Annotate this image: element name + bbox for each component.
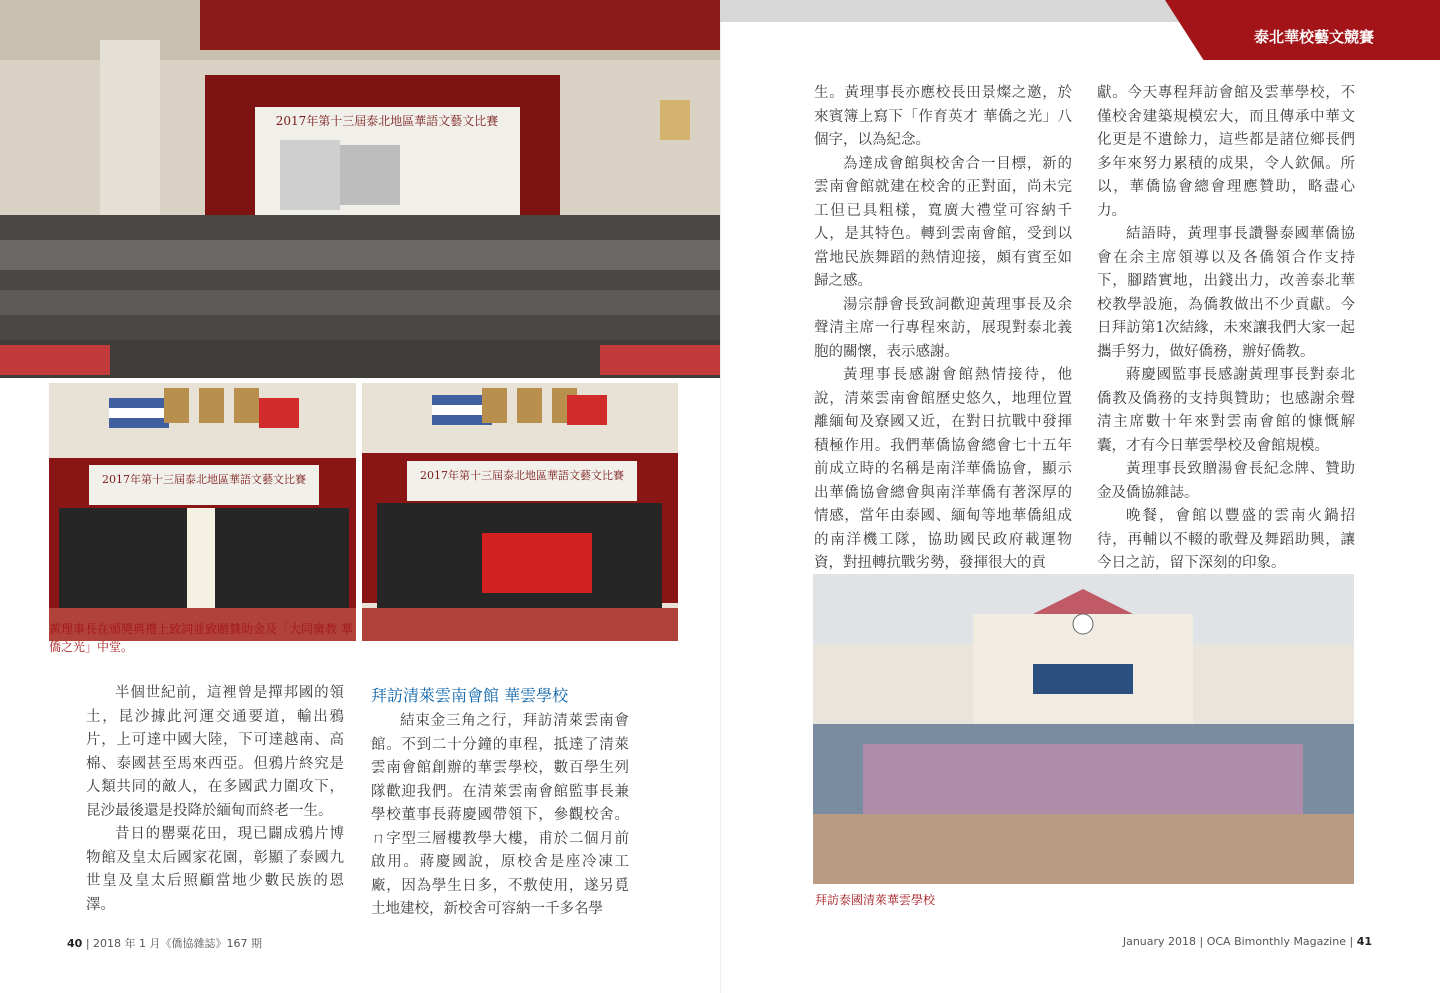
- left-footer-text: | 2018 年 1 月《僑協雜誌》167 期: [85, 937, 262, 950]
- paragraph: 半個世紀前，這裡曾是撣邦國的領土，昆沙據此河運交通要道，輸出鴉片，上可達中國大陸，下可達越南、高棉、泰國甚至馬來西亞。但鴉片終究是人類共同的敵人，在多國武力圍攻下，昆沙最後還是投降於緬甸而終老一生。: [86, 685, 344, 819]
- paragraph: 晚餐，會館以豐盛的雲南火鍋招待，再輔以不輟的歌聲及舞蹈助興，讓今日之訪，留下深刻的印象。: [1097, 508, 1355, 571]
- paragraph: 結語時，黃理事長讚譽泰國華僑協會在余主席領導以及各僑領合作支持下，腳踏實地，出錢出力，改善泰北華校教學設施，為僑教做出不少貢獻。今日拜訪第1次結緣，未來讓我們大家一起攜手努力，做好僑務，辦好僑教。: [1097, 226, 1355, 360]
- auditorium-photo: [0, 0, 720, 378]
- paragraph: 蔣慶國監事長感謝黃理事長對泰北僑教及僑務的支持與贊助；也感謝余聲清主席數十年來對雲南會館的慷慨解囊，才有今日華雲學校及會館規模。: [1097, 367, 1355, 454]
- left-page-number: 40: [67, 937, 83, 950]
- right-column-2: [1097, 82, 1355, 576]
- right-footer: [1123, 935, 1372, 948]
- award1-banner-title: 2017年第十三屆泰北地區華語文藝文比賽: [102, 473, 306, 486]
- right-page-number: 41: [1356, 935, 1372, 948]
- left-footer: [67, 935, 262, 951]
- paragraph: 獻。今天專程拜訪會館及雲華學校，不僅校舍建築規模宏大，而且傳承中華文化更是不遺餘力，這些都是諸位鄉長們多年來努力累積的成果，令人欽佩。所以，華僑協會總會理應贊助，略盡心力。: [1097, 85, 1355, 219]
- school-group-photo: [813, 574, 1354, 884]
- right-header-title: 泰北華校藝文競賽: [1253, 28, 1374, 46]
- award-caption: 黃理事長在頒獎典禮上致詞並致贈贊助金及「大同廣教 華僑之光」中堂。: [49, 622, 353, 654]
- left-column-2: [371, 710, 629, 922]
- right-header: [720, 0, 1440, 60]
- award-photo-2: [362, 383, 678, 641]
- page-gutter: [720, 0, 721, 993]
- main-banner-title: 2017年第十三屆泰北地區華語文藝文比賽: [275, 114, 499, 128]
- paragraph: 為達成會館與校舍合一目標，新的雲南會館就建在校舍的正對面，尚未完工但已具粗樣，寬廣大禮堂可容納千人，是其特色。轉到雲南會館，受到以當地民族舞蹈的熱情迎接，頗有賓至如歸之感。: [814, 155, 1072, 289]
- right-column-1: [814, 82, 1072, 576]
- right-header-grey-band: [720, 0, 1220, 22]
- paragraph: 生。黃理事長亦應校長田景燦之邀，於來賓簿上寫下「作育英才 華僑之光」八個字，以為紀念。: [814, 85, 1072, 148]
- section-title: 拜訪清萊雲南會館 華雲學校: [371, 686, 569, 705]
- award2-banner-title: 2017年第十三屆泰北地區華語文藝文比賽: [420, 469, 624, 482]
- paragraph: 黃理事長感謝會館熱情接待，他說，清萊雲南會館歷史悠久，地理位置離緬甸及寮國又近，在對日抗戰中發揮積極作用。我們華僑協會總會七十五年前成立時的名稱是南洋華僑協會，顯示出華僑協會總會與南洋華僑有著深厚的情感，當年由泰國、緬甸等地華僑組成的南洋機工隊，協助國民政府載運物資，對扭轉抗戰劣勢，發揮很大的貢: [814, 367, 1072, 571]
- award-photo-1: [49, 383, 356, 641]
- left-column-1: [86, 682, 344, 917]
- paragraph: 昔日的罌粟花田，現已闢成鴉片博物館及皇太后國家花園，彰顯了泰國九世皇及皇太后照顧當地少數民族的恩澤。: [86, 826, 344, 913]
- paragraph: 湯宗靜會長致詞歡迎黃理事長及余聲清主席一行專程來訪，展現對泰北義胞的關懷，表示感謝。: [814, 296, 1072, 360]
- paragraph: 黃理事長致贈湯會長紀念牌、贊助金及僑協雜誌。: [1097, 461, 1355, 501]
- school-caption: 拜訪泰國清萊華雲學校: [815, 893, 936, 907]
- right-footer-text: January 2018 | OCA Bimonthly Magazine |: [1122, 935, 1354, 948]
- paragraph: 結束金三角之行，拜訪清萊雲南會館。不到二十分鐘的車程，抵達了清萊雲南會館創辦的華雲學校，數百學生列隊歡迎我們。在清萊雲南會館監事長兼學校董事長蔣慶國帶領下，參觀校舍。ㄇ字型三層樓教學大樓，甫於二個月前啟用。蔣慶國說，原校舍是座冷凍工廠，因為學生日多，不敷使用，遂另覓土地建校，新校舍可容納一千多名學: [371, 713, 629, 917]
